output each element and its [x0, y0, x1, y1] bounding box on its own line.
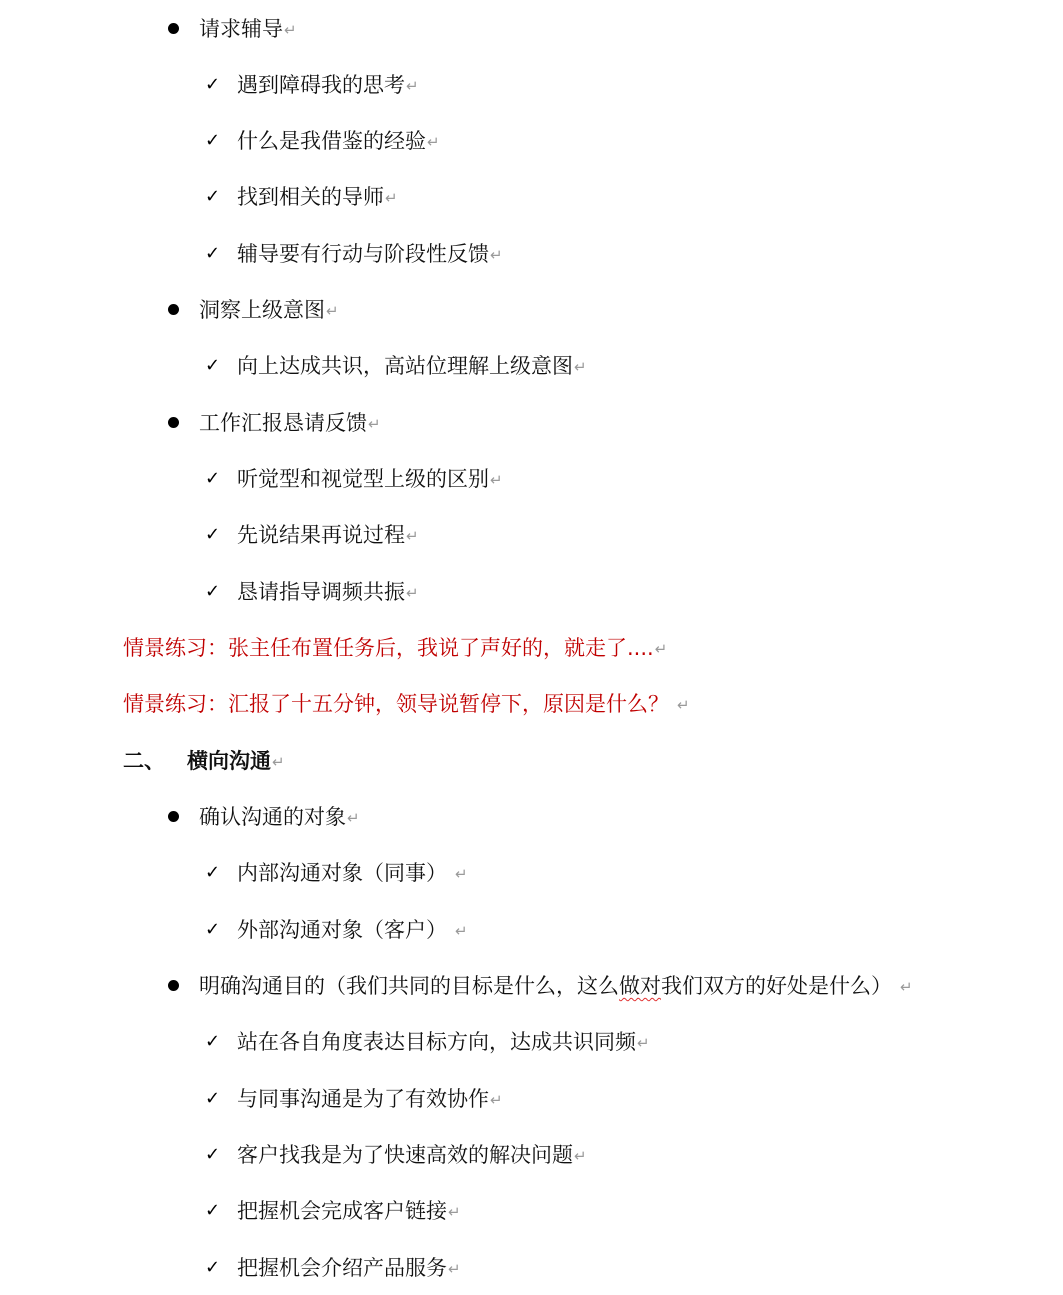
checkmark-icon: ✓	[205, 1143, 221, 1165]
item-text: 听觉型和视觉型上级的区别	[237, 467, 489, 491]
checkmark-icon: ✓	[205, 861, 221, 883]
item-text: 确认沟通的对象	[199, 805, 346, 829]
checkmark-icon: ✓	[205, 354, 221, 376]
item-text: 外部沟通对象（客户）	[237, 918, 447, 942]
check-item	[205, 460, 503, 496]
item-text: 洞察上级意图	[199, 298, 325, 322]
checkmark-icon: ✓	[205, 1030, 221, 1052]
checkmark-icon: ✓	[205, 1087, 221, 1109]
check-item	[205, 516, 419, 552]
check-item	[205, 347, 587, 383]
paragraph-mark-icon: ↵	[455, 865, 468, 883]
item-text: 与同事沟通是为了有效协作	[237, 1087, 489, 1111]
bullet-dot-icon	[168, 23, 179, 34]
scenario-practice	[123, 629, 667, 665]
item-text: 向上达成共识，高站位理解上级意图	[237, 354, 573, 378]
checkmark-icon: ✓	[205, 129, 221, 151]
bullet-dot-icon	[168, 811, 179, 822]
paragraph-mark-icon: ↵	[368, 415, 381, 433]
checkmark-icon: ✓	[205, 185, 221, 207]
check-item	[205, 573, 419, 609]
paragraph-mark-icon: ↵	[574, 358, 587, 376]
checkmark-icon: ✓	[205, 918, 221, 940]
spellcheck-underlined-text: 做对	[619, 974, 661, 998]
item-text: 客户找我是为了快速高效的解决问题	[237, 1143, 573, 1167]
check-item	[205, 911, 468, 947]
check-item	[205, 235, 503, 271]
item-text: 把握机会介绍产品服务	[237, 1256, 447, 1280]
paragraph-mark-icon: ↵	[406, 77, 419, 95]
bullet-item	[168, 798, 360, 834]
paragraph-mark-icon: ↵	[490, 246, 503, 264]
section-title: 横向沟通	[187, 749, 271, 773]
checkmark-icon: ✓	[205, 467, 221, 489]
checkmark-icon: ✓	[205, 242, 221, 264]
check-item	[205, 1136, 587, 1172]
paragraph-mark-icon: ↵	[448, 1260, 461, 1278]
check-item	[205, 1249, 461, 1285]
bullet-item	[168, 967, 913, 1003]
scenario-text: 情景练习：汇报了十五分钟，领导说暂停下，原因是什么？	[123, 692, 669, 716]
item-text: 先说结果再说过程	[237, 523, 405, 547]
checkmark-icon: ✓	[205, 1199, 221, 1221]
bullet-dot-icon	[168, 980, 179, 991]
item-text: 什么是我借鉴的经验	[237, 129, 426, 153]
paragraph-mark-icon: ↵	[677, 696, 690, 714]
check-item	[205, 1192, 461, 1228]
item-text: 工作汇报恳请反馈	[199, 411, 367, 435]
item-text: 把握机会完成客户链接	[237, 1199, 447, 1223]
paragraph-mark-icon: ↵	[637, 1034, 650, 1052]
section-heading	[123, 742, 285, 778]
check-item	[205, 66, 419, 102]
item-text: 找到相关的导师	[237, 185, 384, 209]
paragraph-mark-icon: ↵	[455, 922, 468, 940]
paragraph-mark-icon: ↵	[490, 1091, 503, 1109]
item-text: 站在各自角度表达目标方向，达成共识同频	[237, 1030, 636, 1054]
scenario-practice	[123, 685, 690, 721]
paragraph-mark-icon: ↵	[574, 1147, 587, 1165]
paragraph-mark-icon: ↵	[284, 21, 297, 39]
paragraph-mark-icon: ↵	[654, 640, 668, 658]
item-text: 请求辅导	[199, 17, 283, 41]
checkmark-icon: ✓	[205, 73, 221, 95]
bullet-item	[168, 291, 339, 327]
section-number: 二、	[123, 749, 165, 773]
check-item	[205, 122, 440, 158]
item-text: 内部沟通对象（同事）	[237, 861, 447, 885]
paragraph-mark-icon: ↵	[406, 584, 419, 602]
bullet-item	[168, 404, 381, 440]
checkmark-icon: ✓	[205, 580, 221, 602]
item-text: 恳请指导调频共振	[237, 580, 405, 604]
check-item	[205, 854, 468, 890]
paragraph-mark-icon: ↵	[900, 978, 913, 996]
checkmark-icon: ✓	[205, 523, 221, 545]
paragraph-mark-icon: ↵	[326, 302, 339, 320]
paragraph-mark-icon: ↵	[427, 133, 440, 151]
paragraph-mark-icon: ↵	[406, 527, 419, 545]
item-text: 明确沟通目的（我们共同的目标是什么，这么	[199, 974, 619, 998]
check-item	[205, 178, 398, 214]
check-item	[205, 1023, 650, 1059]
scenario-text: 情景练习：张主任布置任务后，我说了声好的，就走了....	[123, 636, 654, 660]
bullet-dot-icon	[168, 304, 179, 315]
bullet-item	[168, 10, 297, 46]
bullet-dot-icon	[168, 417, 179, 428]
paragraph-mark-icon: ↵	[448, 1203, 461, 1221]
paragraph-mark-icon: ↵	[385, 189, 398, 207]
item-text: 辅导要有行动与阶段性反馈	[237, 242, 489, 266]
item-text: 遇到障碍我的思考	[237, 73, 405, 97]
item-text: 我们双方的好处是什么）	[661, 974, 892, 998]
paragraph-mark-icon: ↵	[347, 809, 360, 827]
paragraph-mark-icon: ↵	[490, 471, 503, 489]
checkmark-icon: ✓	[205, 1256, 221, 1278]
paragraph-mark-icon: ↵	[272, 753, 285, 771]
check-item	[205, 1080, 503, 1116]
